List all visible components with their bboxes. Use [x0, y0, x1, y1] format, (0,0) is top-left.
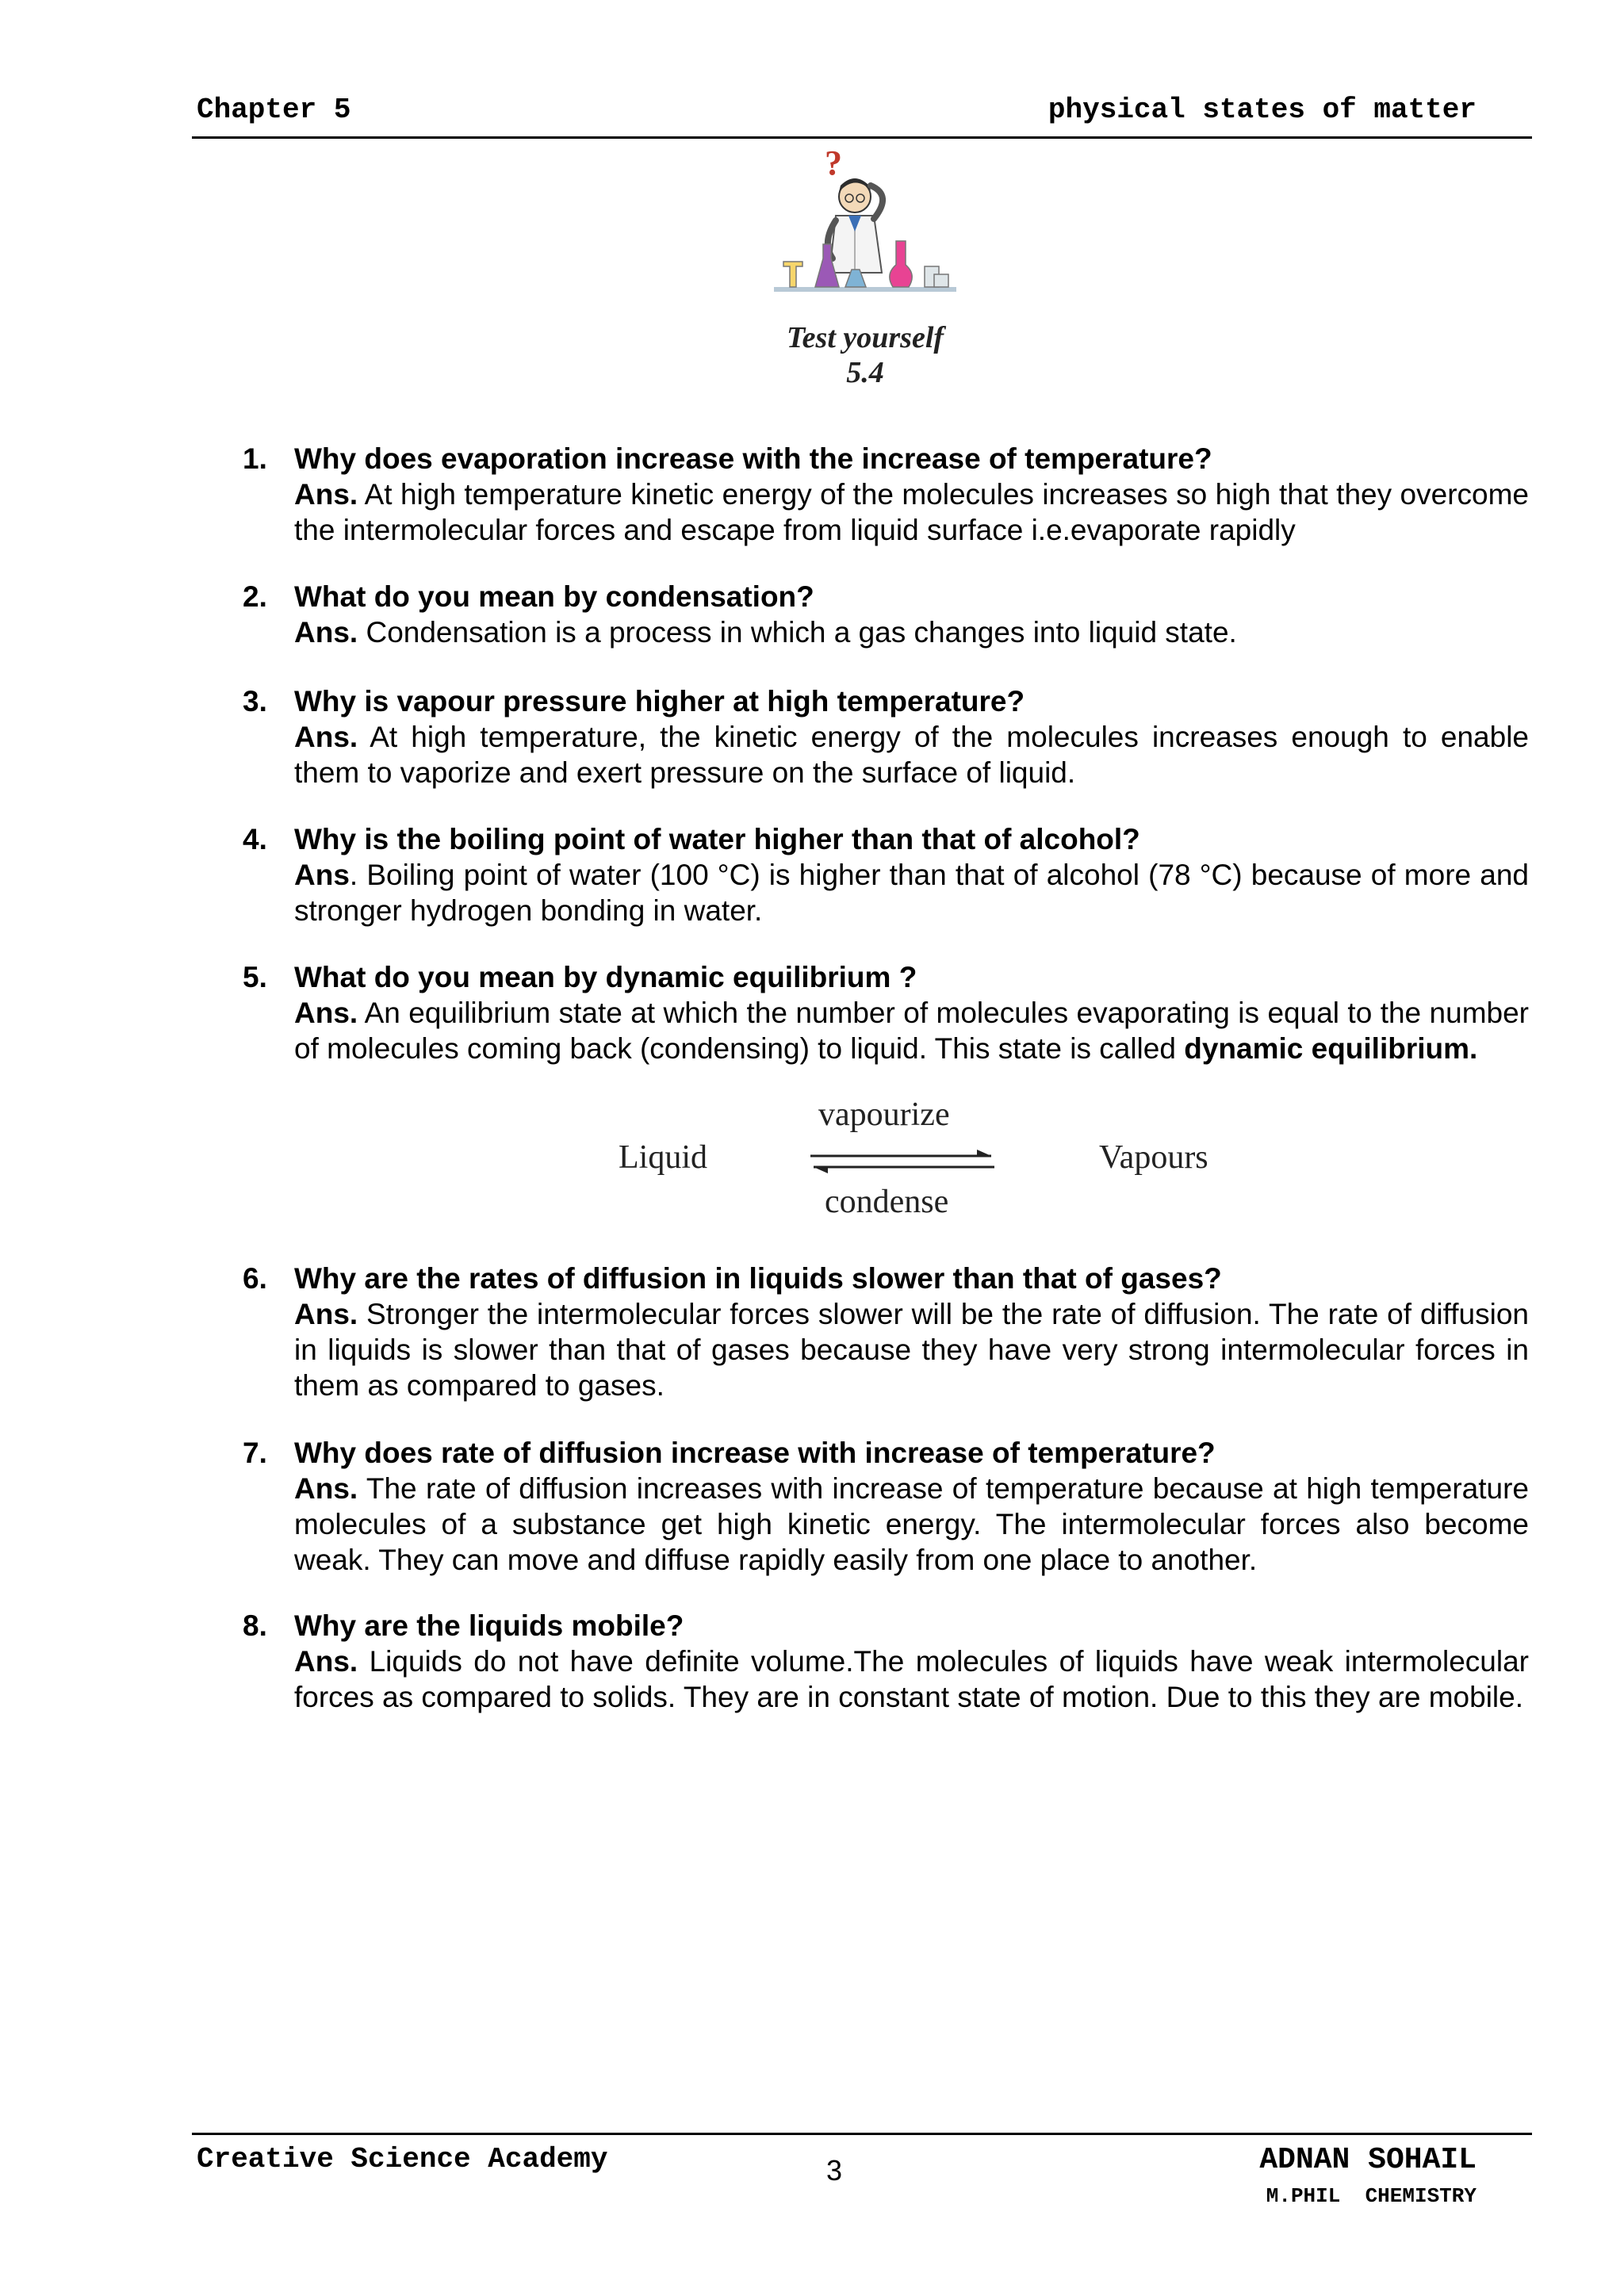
qa-item — [243, 1261, 1529, 1403]
author-degree: M.PHIL CHEMISTRY — [1266, 2184, 1477, 2208]
answer-body: At high temperature, the kinetic energy of the molecules increases enough to enable them to vaporize and exert pressure on the surface of liquid. — [294, 721, 1529, 789]
answer-body: Condensation is a process in which a gas changes into liquid state. — [358, 616, 1237, 649]
equation-bottom-label: condense — [825, 1184, 949, 1220]
equilibrium-equation — [603, 1094, 1237, 1237]
question-text: What do you mean by condensation? — [294, 580, 814, 613]
qa-item — [243, 579, 1529, 650]
answer-text — [294, 1644, 1529, 1715]
answer-text — [294, 1296, 1529, 1403]
answer-text — [294, 995, 1529, 1066]
question-text: Why are the rates of diffusion in liquids slower than that of gases? — [294, 1262, 1222, 1295]
academy-name: Creative Science Academy — [197, 2143, 608, 2175]
question-text: Why is the boiling point of water higher than that of alcohol? — [294, 823, 1140, 855]
question-number: 4. — [243, 823, 267, 855]
answer-label: Ans. — [294, 1472, 358, 1505]
equation-right: Vapours — [1099, 1139, 1208, 1176]
qa-item — [243, 821, 1529, 928]
caption-title: Test yourself — [786, 321, 944, 354]
question-number: 2. — [243, 580, 267, 613]
equation-top-label: vapourize — [818, 1096, 950, 1133]
chapter-label: Chapter 5 — [197, 94, 351, 126]
answer-body: . Boiling point of water (100 °C) is higher than that of alcohol (78 °C) because of more and stronger hydrogen bonding in water. — [294, 859, 1529, 927]
author-name: ADNAN SOHAIL — [1259, 2143, 1477, 2177]
answer-label: Ans. — [294, 478, 358, 511]
qa-item — [243, 959, 1529, 1066]
answer-bold-term: dynamic equilibrium. — [1184, 1032, 1478, 1065]
question-number: 8. — [243, 1609, 267, 1642]
answer-label: Ans. — [294, 616, 358, 649]
question-text: What do you mean by dynamic equilibrium ? — [294, 961, 917, 993]
answer-label: Ans. — [294, 1298, 358, 1330]
answer-body: Stronger the intermolecular forces slower will be the rate of diffusion. The rate of diffusion in liquids is slower than that of gases because they have very strong intermolecular forces in them as compared to gases. — [294, 1298, 1529, 1402]
question-text: Why are the liquids mobile? — [294, 1609, 684, 1642]
question-number: 7. — [243, 1437, 267, 1469]
answer-text — [294, 476, 1529, 548]
reversible-arrows-icon — [807, 1146, 998, 1178]
answer-body: The rate of diffusion increases with increase of temperature because at high temperature molecules of a substance get high kinetic energy. The intermolecular forces also become weak. They can move and diffuse rapidly easily from one place to another. — [294, 1472, 1529, 1576]
equation-left: Liquid — [619, 1139, 707, 1176]
qa-item — [243, 1608, 1529, 1715]
answer-label: Ans. — [294, 721, 358, 753]
qa-item — [243, 1435, 1529, 1578]
qa-item — [243, 683, 1529, 790]
test-yourself-caption — [766, 320, 964, 390]
question-text: Why is vapour pressure higher at high temperature? — [294, 685, 1025, 718]
answer-text — [294, 1471, 1529, 1578]
answer-text — [294, 719, 1529, 790]
answer-body: An equilibrium state at which the number of molecules evaporating is equal to the number of molecules coming back (condensing) to liquid. This state is called — [294, 997, 1529, 1065]
answer-text — [294, 857, 1529, 928]
answer-label: Ans — [294, 859, 350, 891]
qa-item — [243, 441, 1529, 548]
answer-body: Liquids do not have definite volume.The molecules of liquids have weak intermolecular forces as compared to solids. They are in constant state of motion. Due to this they are mobile. — [294, 1645, 1529, 1713]
question-text: Why does rate of diffusion increase with increase of temperature? — [294, 1437, 1216, 1469]
answer-body: At high temperature kinetic energy of the molecules increases so high that they overcome the intermolecular forces and escape from liquid surface i.e.evaporate rapidly — [294, 478, 1529, 546]
question-number: 5. — [243, 961, 267, 993]
question-number: 6. — [243, 1262, 267, 1295]
caption-number: 5.4 — [846, 356, 884, 389]
page-number: 3 — [826, 2154, 843, 2187]
answer-text — [294, 614, 1529, 650]
question-number: 3. — [243, 685, 267, 718]
page-footer — [192, 2133, 1532, 2208]
scientist-icon — [766, 140, 964, 322]
answer-label: Ans. — [294, 1645, 358, 1678]
svg-text:?: ? — [825, 144, 842, 182]
question-number: 1. — [243, 442, 267, 475]
chapter-title: physical states of matter — [1048, 94, 1477, 126]
answer-label: Ans. — [294, 997, 358, 1029]
question-text: Why does evaporation increase with the increase of temperature? — [294, 442, 1212, 475]
page-header — [192, 86, 1532, 139]
